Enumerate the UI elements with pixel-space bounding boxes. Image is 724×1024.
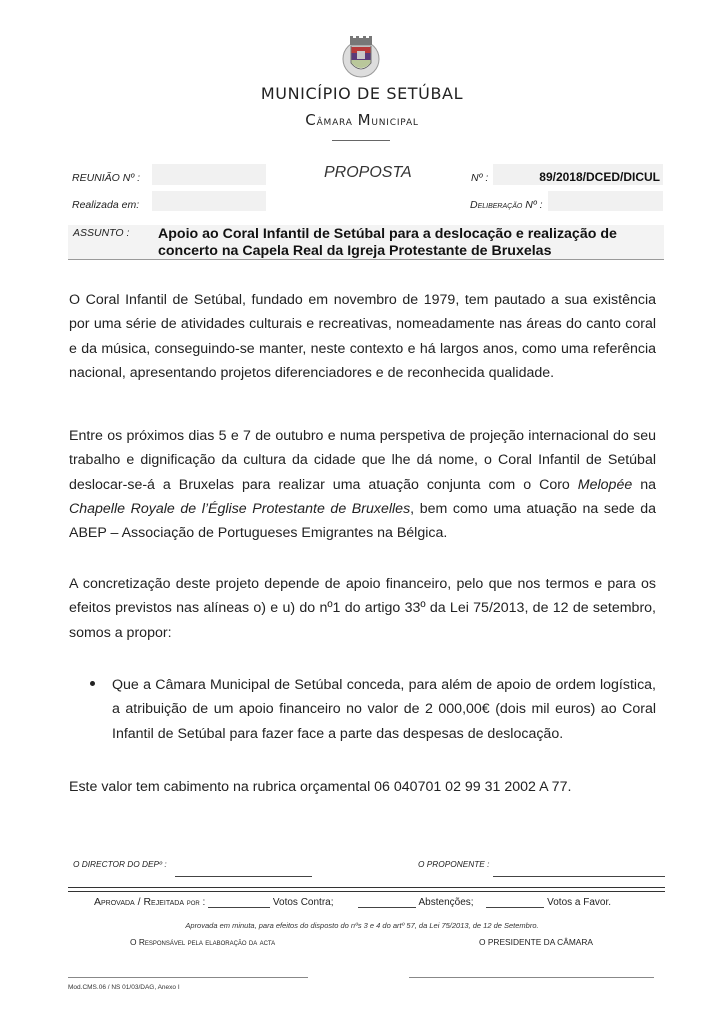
presidente-signature-line	[409, 977, 654, 978]
deliberacao-field[interactable]	[548, 191, 663, 211]
paragraph-trip-part-c: , bem como uma atuação na sede da ABEP – Associação de Portugueses Emigrantes na Bélgica.	[69, 500, 656, 542]
document-type: PROPOSTA	[324, 164, 412, 181]
por-label: por	[186, 898, 200, 907]
deliberacao-label: Deliberação Nº :	[470, 199, 543, 211]
council-title-part: âmara	[316, 114, 358, 129]
paragraph-trip-part-a: Entre os próximos dias 5 e 7 de outubro e numa perspetiva de projeção internacional do seu trabalho e dignificação da cultura da cidade que lhe dá nome, o Coral Infantil de Setúbal deslocar-se-á a Bruxelas para realizar uma atuação conjunta com o Coro	[69, 428, 656, 493]
responsavel-signature-line	[68, 977, 308, 978]
title-divider	[332, 140, 390, 141]
assunto-label: ASSUNTO :	[73, 227, 130, 239]
footer-double-divider	[68, 887, 665, 892]
assunto-value: Apoio ao Coral Infantil de Setúbal para a deslocação e realização de concerto na Capela Real da Igreja Protestante de Bruxelas	[158, 226, 617, 259]
council-title-initial-2: M	[357, 111, 372, 129]
paragraph-budget: Este valor tem cabimento na rubrica orçamental 06 040701 02 99 31 2002 A 77.	[69, 779, 572, 795]
votos-contra-blank[interactable]	[358, 896, 416, 908]
realizada-field[interactable]	[152, 191, 266, 211]
council-title	[0, 111, 724, 129]
votos-favor-label: Votos a Favor.	[544, 897, 612, 908]
realizada-label: Realizada em:	[72, 199, 140, 211]
municipal-crest-icon	[339, 33, 383, 81]
abstencoes-blank[interactable]	[486, 896, 544, 908]
numero-value: 89/2018/DCED/DICUL	[539, 170, 660, 184]
council-title-part-2: unicipal	[371, 114, 419, 129]
director-signature-line	[175, 876, 312, 877]
proponente-label: O PROPONENTE :	[418, 859, 490, 869]
proposal-bullet: Que a Câmara Municipal de Setúbal conceda, para além de apoio de ordem logística, a atribuição de um apoio financeiro no valor de 2 000,00€ (dois mil euros) ao Coral Infantil de Setúbal para fazer face a parte das despesas de deslocação.	[112, 677, 656, 742]
director-label: O DIRECTOR DO DEPº :	[73, 859, 167, 869]
aprovada-label: Aprovada / Rejeitada	[94, 896, 184, 908]
choir-name: Melopée	[577, 476, 633, 493]
minuta-note: Aprovada em minuta, para efeitos do disposto do nºs 3 e 4 do artº 57, da Lei 75/2013, de 12 de Setembro.	[185, 921, 539, 930]
paragraph-intro: O Coral Infantil de Setúbal, fundado em novembro de 1979, tem pautado a sua existência por uma série de atividades culturais e recreativas, nomeadamente nas áreas do canto coral e da música, conseguindo-se manter, neste contexto e há largos anos, como uma referência nacional, apresentando projetos diferenciadores e de reconhecida qualidade.	[69, 292, 656, 381]
model-reference: Mod.CMS.06 / NS 01/03/DAG, Anexo I	[68, 984, 180, 991]
paragraph-trip-part-b: na	[632, 476, 656, 493]
paragraph-trip	[69, 424, 656, 545]
council-title-initial: C	[305, 111, 317, 129]
abstencoes-label: Abstenções;	[416, 897, 477, 908]
venue-name: Chapelle Royale de l’Église Protestante de Bruxelles	[69, 500, 411, 517]
bullet-icon	[90, 681, 95, 686]
paragraph-funding: A concretização deste projeto depende de apoio financeiro, pelo que nos termos e para os efeitos previstos nas alíneas o) e u) do nº1 do artigo 33º da Lei 75/2013, de 12 de setembro, somos a propor:	[69, 576, 656, 641]
numero-label: Nº :	[471, 172, 489, 184]
responsavel-label: O Responsável pela elaboração da acta	[130, 937, 276, 947]
proponente-signature-line	[493, 876, 665, 877]
votos-contra-label: Votos Contra;	[270, 897, 337, 908]
colon: :	[199, 897, 209, 908]
reuniao-label: REUNIÃO Nº :	[72, 172, 141, 184]
presidente-label: O PRESIDENTE DA CÂMARA	[479, 937, 594, 947]
vote-row	[94, 896, 611, 908]
municipality-title: MUNICÍPIO DE SETÚBAL	[260, 84, 464, 103]
reuniao-field[interactable]	[152, 164, 266, 185]
aprovada-blank[interactable]	[208, 896, 270, 908]
